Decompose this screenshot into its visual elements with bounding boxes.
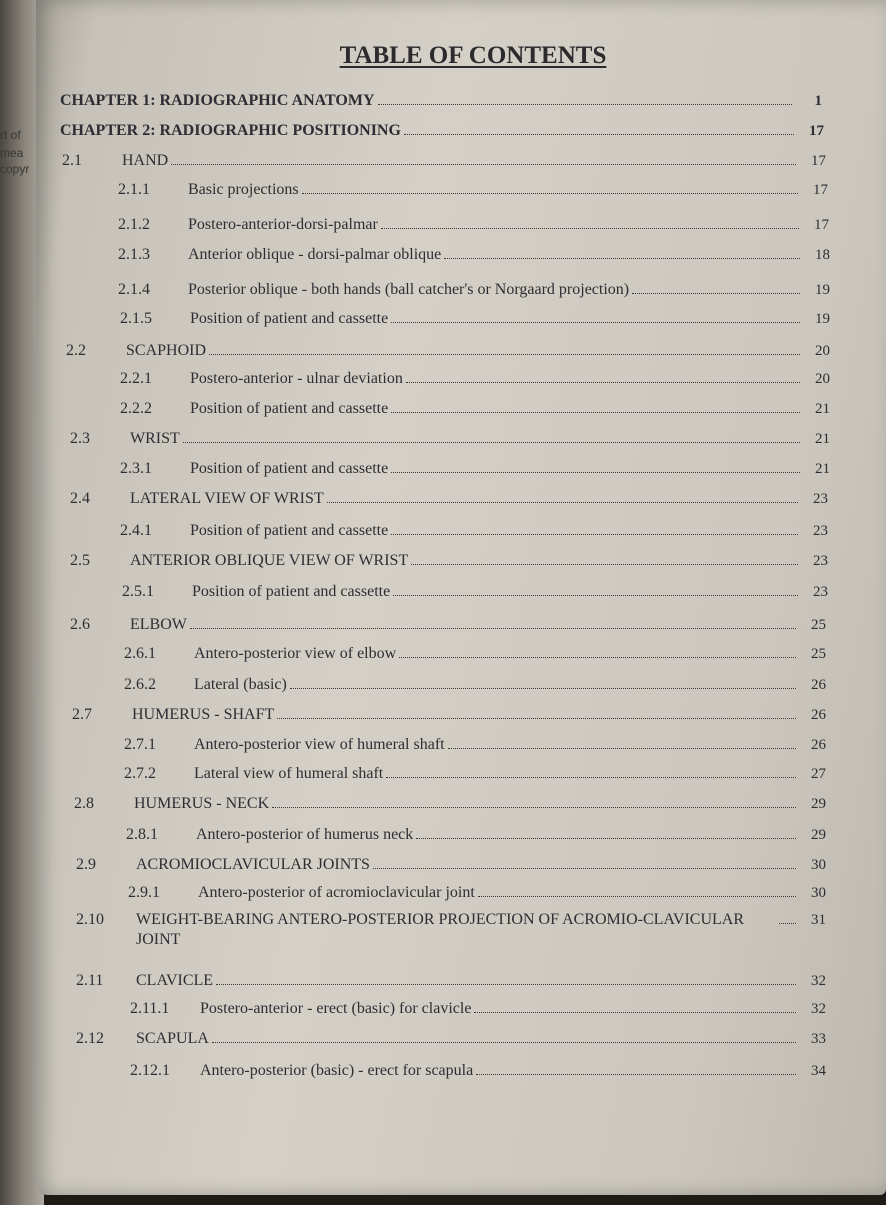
toc-entry-label: ANTERIOR OBLIQUE VIEW OF WRIST <box>130 552 409 569</box>
toc-entry-number: 2.3.1 <box>120 460 152 477</box>
toc-page-number: 23 <box>813 584 828 600</box>
toc-page-number: 34 <box>811 1063 826 1079</box>
toc-page-number: 26 <box>811 737 826 753</box>
toc-entry-number: 2.7 <box>72 706 92 723</box>
toc-page-number: 33 <box>811 1031 826 1047</box>
toc-entry-label: Position of patient and cassette <box>190 400 389 417</box>
toc-entry-number: 2.12 <box>76 1030 104 1047</box>
toc-subsection-row <box>118 281 830 299</box>
toc-entry-number: 2.8.1 <box>126 826 158 843</box>
toc-subsection-row <box>120 460 830 478</box>
toc-entry-label: Antero-posterior view of humeral shaft <box>194 736 445 753</box>
toc-subsection-row <box>124 676 826 694</box>
toc-entry-number: 2.5.1 <box>122 583 154 600</box>
toc-page-number: 26 <box>811 707 826 723</box>
dot-leader <box>183 442 800 443</box>
margin-fragment: rt of <box>0 128 21 142</box>
toc-entry-number: 2.1.2 <box>118 216 150 233</box>
toc-entry-label: Antero-posterior (basic) - erect for scapula <box>200 1062 474 1079</box>
dot-leader <box>302 193 798 194</box>
toc-entry-number: 2.9.1 <box>128 884 160 901</box>
toc-page-number: 21 <box>815 461 830 477</box>
toc-entry-number: 2.12.1 <box>130 1062 170 1079</box>
margin-fragment: mea <box>0 146 24 160</box>
dot-leader <box>190 628 796 629</box>
toc-subsection-row <box>124 645 826 663</box>
dot-leader <box>416 838 796 839</box>
toc-entry-number: 2.10 <box>76 911 104 928</box>
toc-entry-label: CHAPTER 2: RADIOGRAPHIC POSITIONING <box>60 122 401 139</box>
toc-page-number: 23 <box>813 491 828 507</box>
toc-section-row <box>70 430 830 448</box>
dot-leader <box>290 688 796 689</box>
toc-entry-number: 2.4 <box>70 490 90 507</box>
toc-subsection-row <box>124 765 826 783</box>
toc-section-row <box>76 856 826 874</box>
toc-page-number: 20 <box>815 343 830 359</box>
dot-leader <box>393 595 798 596</box>
toc-entry-number: 2.11.1 <box>130 1000 170 1017</box>
toc-section-row <box>74 795 826 813</box>
toc-page-number: 25 <box>811 646 826 662</box>
toc-entry-label: CLAVICLE <box>136 972 214 989</box>
toc-subsection-row <box>126 826 826 844</box>
toc-page-number: 21 <box>815 401 830 417</box>
toc-entry-number: 2.6 <box>70 616 90 633</box>
toc-entry-label: Position of patient and cassette <box>190 310 389 327</box>
toc-subsection-row <box>130 1062 826 1080</box>
toc-entry-label: HAND <box>122 152 169 169</box>
toc-page-number: 31 <box>811 912 826 928</box>
toc-entry-number: 2.5 <box>70 552 90 569</box>
dot-leader <box>373 868 796 869</box>
toc-page-number: 17 <box>814 217 829 233</box>
toc-section-row <box>70 616 826 634</box>
toc-entry-label: CHAPTER 1: RADIOGRAPHIC ANATOMY <box>60 92 375 109</box>
toc-entry-label: Lateral view of humeral shaft <box>194 765 384 782</box>
toc-entry-label: Antero-posterior of acromioclavicular joint <box>198 884 475 901</box>
toc-page-number: 29 <box>811 796 826 812</box>
dot-leader <box>391 322 800 323</box>
toc-entry-label: Postero-anterior - erect (basic) for clavicle <box>200 1000 472 1017</box>
page-title: TABLE OF CONTENTS <box>339 42 607 69</box>
toc-page-number: 17 <box>809 123 824 139</box>
toc-entry-label: Antero-posterior view of elbow <box>194 645 397 662</box>
toc-entry-label: Position of patient and cassette <box>192 583 391 600</box>
toc-page-number: 19 <box>815 282 830 298</box>
toc-entry-number: 2.3 <box>70 430 90 447</box>
toc-page-number: 26 <box>811 677 826 693</box>
dot-leader <box>272 807 796 808</box>
dot-leader <box>212 1042 796 1043</box>
margin-fragment: copyr <box>0 162 30 176</box>
toc-subsection-row <box>118 181 828 199</box>
dot-leader <box>444 258 800 259</box>
toc-section-row <box>66 342 830 360</box>
toc-entry-label: SCAPULA <box>136 1030 209 1047</box>
toc-entry-label: HUMERUS - NECK <box>134 795 270 812</box>
toc-entry-label: LATERAL VIEW OF WRIST <box>130 490 324 507</box>
toc-entry-number: 2.2 <box>66 342 86 359</box>
toc-page-number: 17 <box>811 153 826 169</box>
toc-subsection-row <box>118 246 830 264</box>
toc-entry-number: 2.2.1 <box>120 370 152 387</box>
toc-entry-number: 2.2.2 <box>120 400 152 417</box>
toc-entry-number: 2.1.4 <box>118 281 150 298</box>
toc-entry-number: 2.1.5 <box>120 310 152 327</box>
dot-leader <box>209 354 800 355</box>
dot-leader <box>474 1012 796 1013</box>
toc-entry-label: ACROMIOCLAVICULAR JOINTS <box>136 856 370 873</box>
dot-leader <box>391 472 800 473</box>
toc-section-row <box>76 972 826 990</box>
dot-leader <box>404 134 794 135</box>
toc-page-number: 25 <box>811 617 826 633</box>
dot-leader <box>277 718 796 719</box>
toc-page-number: 30 <box>811 885 826 901</box>
toc-subsection-row <box>120 522 828 540</box>
toc-entry-label: Basic projections <box>188 181 299 198</box>
dot-leader <box>216 984 796 985</box>
toc-subsection-row <box>120 400 830 418</box>
toc-page-number: 17 <box>813 182 828 198</box>
toc-section-row <box>62 152 826 170</box>
toc-entry-label: ELBOW <box>130 616 187 633</box>
toc-subsection-row <box>120 370 830 388</box>
dot-leader <box>391 412 800 413</box>
toc-page-number: 29 <box>811 827 826 843</box>
dot-leader <box>327 502 798 503</box>
toc-subsection-row <box>120 310 830 328</box>
toc-entry-label: WEIGHT-BEARING ANTERO-POSTERIOR PROJECTION OF ACROMIO-CLAVICULAR JOINT <box>136 911 745 948</box>
toc-subsection-row <box>124 736 826 754</box>
toc-entry-label: Position of patient and cassette <box>190 460 389 477</box>
toc-entry-number: 2.1.3 <box>118 246 150 263</box>
toc-entry-number: 2.4.1 <box>120 522 152 539</box>
toc-subsection-row <box>128 884 826 902</box>
toc-chapter-row <box>60 122 824 140</box>
toc-entry-label: Lateral (basic) <box>194 676 287 693</box>
toc-entry-label: SCAPHOID <box>126 342 207 359</box>
toc-subsection-row <box>122 583 828 601</box>
toc-page-number: 30 <box>811 857 826 873</box>
toc-entry-number: 2.8 <box>74 795 94 812</box>
toc-entry-label: Position of patient and cassette <box>190 522 389 539</box>
toc-entry-number: 2.7.2 <box>124 765 156 782</box>
toc-section-row <box>76 910 826 950</box>
toc-page-number: 20 <box>815 371 830 387</box>
document-page <box>36 0 886 1195</box>
toc-page-number: 32 <box>811 973 826 989</box>
toc-entry-number: 2.7.1 <box>124 736 156 753</box>
dot-leader <box>779 923 796 924</box>
toc-section-row <box>70 552 828 570</box>
toc-entry-label: WRIST <box>130 430 180 447</box>
toc-entry-number: 2.6.2 <box>124 676 156 693</box>
toc-entry-number: 2.6.1 <box>124 645 156 662</box>
toc-subsection-row <box>118 216 829 234</box>
dot-leader <box>381 228 799 229</box>
dot-leader <box>411 564 798 565</box>
toc-entry-label: Antero-posterior of humerus neck <box>196 826 414 843</box>
toc-entry-number: 2.11 <box>76 972 104 989</box>
toc-entry-label: HUMERUS - SHAFT <box>132 706 275 723</box>
toc-section-row <box>70 490 828 508</box>
dot-leader <box>378 104 792 105</box>
toc-page-number: 32 <box>811 1001 826 1017</box>
toc-chapter-row <box>60 92 822 110</box>
toc-entry-label: Posterior oblique - both hands (ball catcher's or Norgaard projection) <box>188 281 630 298</box>
toc-page-number: 23 <box>813 523 828 539</box>
toc-page-number: 21 <box>815 431 830 447</box>
dot-leader <box>399 657 796 658</box>
toc-section-row <box>72 706 826 724</box>
dot-leader <box>171 164 796 165</box>
toc-section-row <box>76 1030 826 1048</box>
toc-entry-number: 2.9 <box>76 856 96 873</box>
toc-entry-number: 2.1 <box>62 152 82 169</box>
dot-leader <box>632 293 800 294</box>
dot-leader <box>391 534 798 535</box>
toc-page-number: 27 <box>811 766 826 782</box>
toc-subsection-row <box>130 1000 826 1018</box>
dot-leader <box>448 748 796 749</box>
dot-leader <box>406 382 800 383</box>
dot-leader <box>386 777 796 778</box>
dot-leader <box>478 896 796 897</box>
toc-page-number: 1 <box>814 93 822 109</box>
toc-entry-number: 2.1.1 <box>118 181 150 198</box>
dot-leader <box>476 1074 796 1075</box>
toc-page-number: 18 <box>815 247 830 263</box>
toc-page-number: 19 <box>815 311 830 327</box>
toc-page-number: 23 <box>813 553 828 569</box>
toc-entry-label: Postero-anterior-dorsi-palmar <box>188 216 378 233</box>
toc-entry-label: Anterior oblique - dorsi-palmar oblique <box>188 246 442 263</box>
toc-entry-label: Postero-anterior - ulnar deviation <box>190 370 403 387</box>
